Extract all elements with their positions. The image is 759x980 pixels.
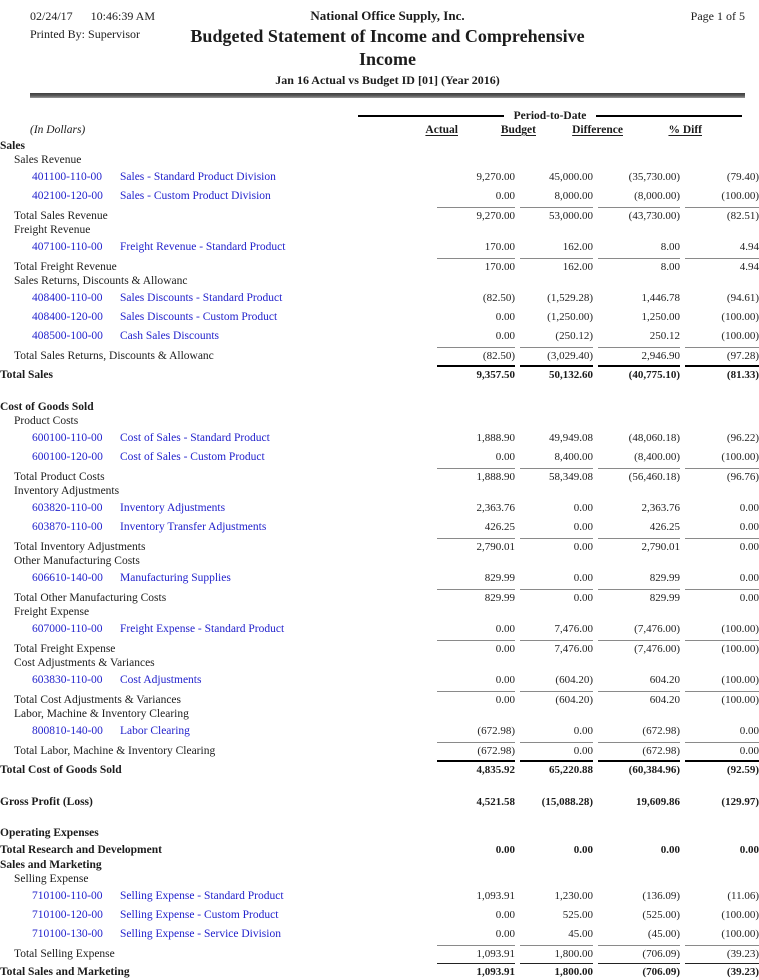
- report-row-account: [0, 186, 759, 205]
- cell-actual: 2,790.01: [437, 538, 515, 553]
- account-description: Sales Discounts - Standard Product: [120, 291, 283, 304]
- group-label: Product Costs: [14, 415, 79, 427]
- group-label: Selling Expense: [14, 873, 89, 885]
- account-description: Manufacturing Supplies: [120, 571, 231, 584]
- cell-pct-diff: (100.00): [721, 310, 759, 323]
- cell-budget: 0.00: [573, 571, 593, 584]
- report-row-subtotal: [0, 943, 759, 961]
- cell-difference: (8,400.00): [634, 450, 680, 463]
- title-area: [0, 25, 759, 88]
- cell-pct-diff: 0.00: [739, 571, 759, 584]
- cell-budget: 0.00: [573, 501, 593, 514]
- cell-pct-diff: (11.06): [727, 889, 759, 902]
- cell-pct-diff: 4.94: [685, 258, 759, 273]
- report-subtitle: Jan 16 Actual vs Budget ID [01] (Year 2016): [275, 73, 500, 87]
- subtotal-label: Total Labor, Machine & Inventory Clearing: [14, 744, 216, 757]
- cell-difference: 19,609.86: [636, 796, 680, 808]
- cell-budget: 0.00: [573, 520, 593, 533]
- cell-actual: 170.00: [484, 240, 515, 253]
- cell-budget: (3,029.40): [520, 347, 593, 362]
- cell-actual: (82.50): [437, 347, 515, 362]
- cell-actual: 829.99: [484, 571, 515, 584]
- cell-difference: 426.25: [649, 520, 680, 533]
- column-header-row: [0, 124, 759, 136]
- total-label: Gross Profit (Loss): [0, 796, 93, 808]
- cell-difference: (35,730.00): [628, 170, 680, 183]
- account-description: Selling Expense - Standard Product: [120, 889, 284, 902]
- section-label: Cost of Goods Sold: [0, 401, 94, 413]
- report-row-group: [0, 707, 759, 721]
- report-row-subtotal: [0, 536, 759, 554]
- report-row-group: [0, 605, 759, 619]
- report-row-subtotal: [0, 689, 759, 707]
- account-code: 402100-120-00: [32, 189, 103, 202]
- cell-budget: 49,949.08: [549, 431, 593, 444]
- cell-pct-diff: (100.00): [721, 450, 759, 463]
- cell-budget: 0.00: [573, 844, 593, 856]
- report-row-total: [0, 842, 759, 858]
- cell-difference: 2,790.01: [598, 538, 680, 553]
- col-header-pct-diff: % Diff: [668, 124, 702, 136]
- col-header-actual: Actual: [425, 124, 458, 136]
- cell-actual: 0.00: [495, 673, 515, 686]
- cell-actual: 0.00: [495, 622, 515, 635]
- account-row-label: [0, 890, 432, 902]
- report-row-account: [0, 721, 759, 740]
- cell-difference: (45.00): [647, 927, 680, 940]
- row-spacer: [0, 778, 759, 794]
- account-row-label: [0, 330, 432, 342]
- account-row-label: [0, 171, 432, 183]
- cell-actual: 170.00: [437, 258, 515, 273]
- cell-difference: (40,775.10): [598, 365, 680, 381]
- account-code: 600100-110-00: [32, 431, 103, 444]
- account-description: Cost of Sales - Custom Product: [120, 450, 265, 463]
- report-row-account: [0, 428, 759, 447]
- cell-actual: (82.50): [482, 291, 515, 304]
- cell-budget: 0.00: [520, 538, 593, 553]
- cell-pct-diff: (39.23): [685, 945, 759, 960]
- company-name: National Office Supply, Inc.: [310, 8, 465, 23]
- account-code: 408400-110-00: [32, 291, 103, 304]
- account-description: Inventory Transfer Adjustments: [120, 520, 267, 533]
- cell-budget: (604.20): [520, 691, 593, 706]
- account-row-label: [0, 725, 432, 737]
- cell-actual: 829.99: [437, 589, 515, 604]
- group-label: Labor, Machine & Inventory Clearing: [14, 708, 189, 720]
- col-header-difference: Difference: [572, 124, 623, 136]
- cell-pct-diff: (100.00): [721, 189, 759, 202]
- report-row-account: [0, 568, 759, 587]
- cell-pct-diff: (100.00): [685, 691, 759, 706]
- account-description: Selling Expense - Service Division: [120, 927, 281, 940]
- report-row-group: [0, 656, 759, 670]
- account-code: 710100-120-00: [32, 908, 103, 921]
- cell-actual: 9,270.00: [476, 170, 515, 183]
- cell-pct-diff: (100.00): [721, 673, 759, 686]
- report-row-subtotal: [0, 466, 759, 484]
- account-code: 607000-110-00: [32, 622, 103, 635]
- report-row-subtotal: [0, 587, 759, 605]
- total-label: Total Sales: [0, 369, 53, 381]
- subtotal-label: Total Selling Expense: [14, 947, 115, 960]
- account-description: Cost Adjustments: [120, 673, 202, 686]
- cell-pct-diff: (39.23): [685, 963, 759, 978]
- report-title-line2: Income: [359, 48, 416, 69]
- account-description: Sales - Custom Product Division: [120, 189, 271, 202]
- cell-budget: 162.00: [562, 240, 593, 253]
- cell-pct-diff: 0.00: [739, 724, 759, 737]
- cell-pct-diff: (92.59): [685, 760, 759, 776]
- report-row-subtotal: [0, 345, 759, 363]
- report-row-section: [0, 858, 759, 872]
- page-number: Page 1 of 5: [690, 9, 745, 23]
- account-row-label: [0, 909, 432, 921]
- cell-difference: (7,476.00): [634, 622, 680, 635]
- account-code: 407100-110-00: [32, 240, 103, 253]
- cell-difference: 604.20: [649, 673, 680, 686]
- cell-difference: 1,446.78: [641, 291, 680, 304]
- report-row-group: [0, 414, 759, 428]
- account-code: 710100-130-00: [32, 927, 103, 940]
- cell-budget: 65,220.88: [520, 760, 593, 776]
- group-label: Sales Returns, Discounts & Allowanc: [14, 275, 188, 287]
- cell-budget: 53,000.00: [520, 207, 593, 222]
- cell-difference: (525.00): [642, 908, 680, 921]
- account-code: 401100-110-00: [32, 170, 103, 183]
- cell-budget: 8,400.00: [554, 450, 593, 463]
- report-header: [0, 8, 759, 24]
- subtotal-label: Total Sales Returns, Discounts & Allowanc: [14, 349, 214, 362]
- report-row-account: [0, 670, 759, 689]
- account-row-label: [0, 451, 432, 463]
- cell-actual: 2,363.76: [476, 501, 515, 514]
- account-row-label: [0, 311, 432, 323]
- cell-budget: (15,088.28): [541, 796, 593, 808]
- report-row-account: [0, 237, 759, 256]
- account-code: 408500-100-00: [32, 329, 103, 342]
- account-code: 606610-140-00: [32, 571, 103, 584]
- report-row-group: [0, 554, 759, 568]
- report-row-account: [0, 288, 759, 307]
- cell-budget: 1,230.00: [554, 889, 593, 902]
- report-row-section: [0, 826, 759, 840]
- subtotal-label: Total Cost Adjustments & Variances: [14, 693, 181, 706]
- cell-difference: (136.09): [642, 889, 680, 902]
- account-code: 408400-120-00: [32, 310, 103, 323]
- cell-pct-diff: (96.22): [726, 431, 759, 444]
- cell-budget: 7,476.00: [520, 640, 593, 655]
- cell-actual: 0.00: [495, 189, 515, 202]
- account-code: 603830-110-00: [32, 673, 103, 686]
- subtotal-label: Total Inventory Adjustments: [14, 540, 146, 553]
- report-row-subtotal: [0, 740, 759, 758]
- cell-difference: (56,460.18): [598, 468, 680, 483]
- report-row-total: [0, 758, 759, 778]
- report-row-account: [0, 447, 759, 466]
- group-label: Other Manufacturing Costs: [14, 555, 140, 567]
- report-row-total: [0, 961, 759, 980]
- cell-actual: 1,093.91: [476, 889, 515, 902]
- printed-by-label: Printed By:: [30, 27, 86, 41]
- subtotal-label: Total Other Manufacturing Costs: [14, 591, 167, 604]
- account-row-label: [0, 241, 432, 253]
- cell-budget: 50,132.60: [520, 365, 593, 381]
- cell-actual: 1,093.91: [437, 945, 515, 960]
- cell-difference: (60,384.96): [598, 760, 680, 776]
- cell-pct-diff: (100.00): [685, 640, 759, 655]
- group-label: Freight Revenue: [14, 224, 91, 236]
- total-label: Total Cost of Goods Sold: [0, 764, 122, 776]
- account-description: Labor Clearing: [120, 724, 190, 737]
- cell-pct-diff: (100.00): [721, 329, 759, 342]
- cell-budget: 0.00: [573, 724, 593, 737]
- report-row-account: [0, 326, 759, 345]
- cell-pct-diff: (129.97): [721, 796, 759, 808]
- account-row-label: [0, 432, 432, 444]
- account-code: 800810-140-00: [32, 724, 103, 737]
- cell-budget: 8,000.00: [554, 189, 593, 202]
- cell-actual: 426.25: [484, 520, 515, 533]
- cell-actual: 0.00: [495, 329, 515, 342]
- group-label: Inventory Adjustments: [14, 485, 120, 497]
- cell-budget: (604.20): [555, 673, 593, 686]
- account-code: 603820-110-00: [32, 501, 103, 514]
- account-row-label: [0, 928, 432, 940]
- report-row-total: [0, 794, 759, 810]
- report-row-account: [0, 619, 759, 638]
- report-row-account: [0, 307, 759, 326]
- print-datetime: [30, 9, 250, 24]
- cell-actual: 4,521.58: [476, 796, 515, 808]
- cell-actual: 0.00: [495, 844, 515, 856]
- cell-difference: (48,060.18): [628, 431, 680, 444]
- cell-pct-diff: (97.28): [685, 347, 759, 362]
- cell-pct-diff: (79.40): [726, 170, 759, 183]
- period-band-line-left: [358, 115, 504, 117]
- cell-budget: (1,529.28): [547, 291, 593, 304]
- cell-difference: (706.09): [598, 963, 680, 978]
- cell-actual: 0.00: [437, 691, 515, 706]
- cell-difference: (7,476.00): [598, 640, 680, 655]
- cell-difference: 829.99: [598, 589, 680, 604]
- account-description: Sales Discounts - Custom Product: [120, 310, 278, 323]
- group-label: Cost Adjustments & Variances: [14, 657, 155, 669]
- cell-pct-diff: 0.00: [739, 501, 759, 514]
- report-row-account: [0, 905, 759, 924]
- cell-budget: 58,349.08: [520, 468, 593, 483]
- subtotal-label: Total Sales Revenue: [14, 209, 108, 222]
- cell-difference: 829.99: [649, 571, 680, 584]
- account-row-label: [0, 674, 432, 686]
- cell-difference: 250.12: [649, 329, 680, 342]
- subtotal-label: Total Freight Revenue: [14, 260, 117, 273]
- report-row-account: [0, 886, 759, 905]
- cell-actual: 0.00: [495, 450, 515, 463]
- account-code: 600100-120-00: [32, 450, 103, 463]
- cell-difference: 8.00: [660, 240, 680, 253]
- account-description: Cost of Sales - Standard Product: [120, 431, 270, 444]
- account-description: Inventory Adjustments: [120, 501, 226, 514]
- account-row-label: [0, 502, 432, 514]
- cell-difference: 8.00: [598, 258, 680, 273]
- account-description: Cash Sales Discounts: [120, 329, 220, 342]
- section-label: Sales and Marketing: [0, 859, 102, 871]
- cell-difference: 604.20: [598, 691, 680, 706]
- account-row-label: [0, 623, 432, 635]
- report-row-section: [0, 139, 759, 153]
- cell-pct-diff: 0.00: [739, 520, 759, 533]
- group-label: Freight Expense: [14, 606, 90, 618]
- cell-pct-diff: (81.33): [685, 365, 759, 381]
- report-row-account: [0, 167, 759, 186]
- cell-actual: 0.00: [437, 640, 515, 655]
- cell-pct-diff: (94.61): [726, 291, 759, 304]
- account-row-label: [0, 521, 432, 533]
- report-row-section: [0, 400, 759, 414]
- section-label: Operating Expenses: [0, 827, 99, 839]
- report-row-group: [0, 872, 759, 886]
- printed-by: [30, 27, 140, 42]
- account-description: Freight Revenue - Standard Product: [120, 240, 286, 253]
- cell-budget: 525.00: [562, 908, 593, 921]
- account-row-label: [0, 190, 432, 202]
- report-row-account: [0, 517, 759, 536]
- subtotal-label: Total Product Costs: [14, 470, 105, 483]
- cell-budget: 162.00: [520, 258, 593, 273]
- report-title-line1: Budgeted Statement of Income and Comprehensive: [190, 26, 585, 46]
- cell-pct-diff: (100.00): [721, 927, 759, 940]
- row-spacer: [0, 383, 759, 400]
- cell-pct-diff: 0.00: [685, 742, 759, 757]
- account-description: Sales - Standard Product Division: [120, 170, 276, 183]
- cell-budget: 0.00: [520, 589, 593, 604]
- cell-actual: 1,888.90: [437, 468, 515, 483]
- cell-budget: 0.00: [520, 742, 593, 757]
- cell-pct-diff: (100.00): [721, 908, 759, 921]
- subtotal-label: Total Freight Expense: [14, 642, 116, 655]
- cell-budget: 1,800.00: [520, 963, 593, 978]
- report-row-total: [0, 363, 759, 383]
- report-row-group: [0, 153, 759, 167]
- cell-pct-diff: (100.00): [721, 622, 759, 635]
- account-description: Selling Expense - Custom Product: [120, 908, 279, 921]
- cell-actual: 9,357.50: [437, 365, 515, 381]
- total-label: Total Research and Development: [0, 844, 162, 856]
- cell-budget: 45,000.00: [549, 170, 593, 183]
- report-row-group: [0, 274, 759, 288]
- cell-actual: (672.98): [477, 724, 515, 737]
- print-time: 10:46:39 AM: [90, 9, 156, 23]
- cell-budget: (1,250.00): [547, 310, 593, 323]
- cell-pct-diff: 0.00: [685, 589, 759, 604]
- cell-actual: 4,835.92: [437, 760, 515, 776]
- report-body: [0, 139, 759, 980]
- cell-actual: 0.00: [495, 310, 515, 323]
- cell-difference: 0.00: [660, 844, 680, 856]
- account-row-label: [0, 572, 432, 584]
- cell-difference: (672.98): [598, 742, 680, 757]
- cell-pct-diff: 0.00: [739, 844, 759, 856]
- cell-difference: (672.98): [642, 724, 680, 737]
- report-row-subtotal: [0, 205, 759, 223]
- cell-difference: (8,000.00): [634, 189, 680, 202]
- cell-pct-diff: 4.94: [739, 240, 759, 253]
- cell-pct-diff: (96.76): [685, 468, 759, 483]
- cell-difference: (706.09): [598, 945, 680, 960]
- cell-pct-diff: 0.00: [685, 538, 759, 553]
- col-header-budget: Budget: [500, 124, 536, 136]
- cell-actual: 9,270.00: [437, 207, 515, 222]
- cell-budget: (250.12): [555, 329, 593, 342]
- report-row-subtotal: [0, 256, 759, 274]
- period-to-date-label: Period-to-Date: [513, 110, 587, 122]
- cell-budget: 7,476.00: [554, 622, 593, 635]
- cell-difference: 1,250.00: [641, 310, 680, 323]
- account-code: 710100-110-00: [32, 889, 103, 902]
- header-divider-bar: [30, 93, 745, 98]
- cell-difference: 2,363.76: [641, 501, 680, 514]
- cell-difference: 2,946.90: [598, 347, 680, 362]
- account-row-label: [0, 292, 432, 304]
- account-code: 603870-110-00: [32, 520, 103, 533]
- cell-budget: 45.00: [568, 927, 593, 940]
- cell-actual: 1,888.90: [476, 431, 515, 444]
- report-row-group: [0, 484, 759, 498]
- section-label: Sales: [0, 140, 25, 152]
- account-description: Freight Expense - Standard Product: [120, 622, 285, 635]
- report-row-subtotal: [0, 638, 759, 656]
- cell-difference: (43,730.00): [598, 207, 680, 222]
- period-to-date-band: [358, 110, 742, 122]
- cell-actual: 0.00: [495, 908, 515, 921]
- print-date: 02/24/17: [30, 9, 73, 23]
- cell-pct-diff: (82.51): [685, 207, 759, 222]
- total-label: Total Sales and Marketing: [0, 966, 130, 978]
- cell-actual: 1,093.91: [437, 963, 515, 978]
- cell-actual: (672.98): [437, 742, 515, 757]
- cell-budget: 1,800.00: [520, 945, 593, 960]
- units-label: (In Dollars): [30, 124, 86, 136]
- period-band-line-right: [596, 115, 742, 117]
- report-row-account: [0, 498, 759, 517]
- row-spacer: [0, 810, 759, 826]
- report-row-account: [0, 924, 759, 943]
- group-label: Sales Revenue: [14, 154, 82, 166]
- cell-actual: 0.00: [495, 927, 515, 940]
- report-row-group: [0, 223, 759, 237]
- printed-by-value: Supervisor: [88, 27, 141, 41]
